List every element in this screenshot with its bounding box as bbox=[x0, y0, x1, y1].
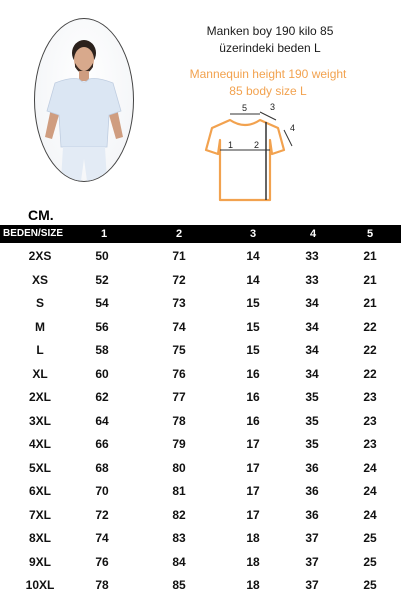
row-value-col-5: 24 bbox=[363, 460, 377, 475]
row-value-col-1: 76 bbox=[95, 554, 109, 569]
row-value-col-4: 37 bbox=[305, 578, 319, 592]
row-value-col-3: 18 bbox=[246, 554, 260, 569]
row-value-col-3: 17 bbox=[246, 484, 260, 498]
row-value-col-3: 16 bbox=[246, 366, 260, 381]
row-value-col-2: 81 bbox=[172, 484, 186, 498]
row-value-col-2: 74 bbox=[172, 319, 186, 334]
row-value-col-1: 64 bbox=[95, 413, 109, 428]
row-size-label: 3XL bbox=[28, 413, 52, 428]
row-value-col-3: 17 bbox=[246, 437, 260, 451]
table-row bbox=[0, 434, 401, 454]
row-value-col-3: 14 bbox=[246, 249, 260, 263]
row-value-col-4: 36 bbox=[305, 460, 319, 475]
table-row bbox=[0, 575, 401, 595]
caption-en-line-1: Mannequin height 190 weight bbox=[189, 67, 347, 81]
header-col-4: 4 bbox=[309, 228, 317, 240]
row-value-col-1: 70 bbox=[95, 484, 109, 498]
unit-label: CM. bbox=[28, 207, 54, 223]
row-value-col-1: 58 bbox=[95, 343, 109, 357]
row-size-label: 5XL bbox=[28, 460, 52, 475]
row-value-col-3: 17 bbox=[246, 507, 260, 522]
row-value-col-4: 34 bbox=[305, 296, 319, 310]
row-value-col-2: 79 bbox=[172, 437, 186, 451]
row-value-col-3: 14 bbox=[246, 272, 260, 287]
row-value-col-1: 52 bbox=[95, 272, 109, 287]
row-value-col-5: 21 bbox=[363, 272, 377, 287]
table-row bbox=[0, 505, 401, 525]
row-value-col-4: 34 bbox=[305, 319, 319, 334]
row-value-col-5: 21 bbox=[363, 249, 377, 263]
table-row bbox=[0, 246, 401, 266]
caption-tr-line-1: Manken boy 190 kilo 85 bbox=[206, 24, 334, 38]
row-size-label: 2XL bbox=[28, 390, 52, 404]
row-value-col-1: 78 bbox=[95, 578, 109, 592]
row-size-label: 10XL bbox=[25, 578, 55, 592]
row-value-col-5: 21 bbox=[363, 296, 377, 310]
mannequin-caption-tr bbox=[176, 23, 364, 57]
diagram-label-5: 5 bbox=[242, 103, 248, 113]
header-col-2: 2 bbox=[175, 228, 183, 240]
row-value-col-5: 25 bbox=[363, 554, 377, 569]
table-row bbox=[0, 458, 401, 478]
row-value-col-5: 24 bbox=[363, 507, 377, 522]
row-value-col-1: 60 bbox=[95, 366, 109, 381]
model-photo bbox=[34, 18, 134, 182]
row-size-label: XL bbox=[32, 366, 48, 381]
table-row bbox=[0, 528, 401, 548]
row-value-col-2: 80 bbox=[172, 460, 186, 475]
table-row bbox=[0, 317, 401, 337]
row-value-col-4: 37 bbox=[305, 554, 319, 569]
caption-tr-line-2: üzerindeki beden L bbox=[219, 41, 321, 55]
table-row bbox=[0, 364, 401, 384]
table-row bbox=[0, 293, 401, 313]
diagram-label-1: 1 bbox=[228, 140, 234, 150]
row-value-col-3: 18 bbox=[246, 578, 260, 592]
model-illustration bbox=[35, 19, 133, 181]
row-value-col-5: 23 bbox=[363, 413, 377, 428]
row-value-col-2: 84 bbox=[172, 554, 186, 569]
caption-en-line-2: 85 body size L bbox=[229, 84, 307, 98]
header-col-5: 5 bbox=[366, 228, 374, 240]
diagram-label-3: 3 bbox=[270, 102, 276, 112]
row-size-label: L bbox=[36, 343, 44, 357]
table-row bbox=[0, 340, 401, 360]
row-value-col-5: 22 bbox=[363, 343, 377, 357]
row-size-label: M bbox=[35, 319, 45, 334]
row-value-col-4: 36 bbox=[305, 484, 319, 498]
row-value-col-3: 15 bbox=[246, 343, 260, 357]
row-value-col-4: 35 bbox=[305, 437, 319, 451]
row-value-col-5: 23 bbox=[363, 390, 377, 404]
diagram-label-2: 2 bbox=[254, 140, 260, 150]
table-row bbox=[0, 481, 401, 501]
row-value-col-2: 77 bbox=[172, 390, 186, 404]
row-value-col-2: 82 bbox=[172, 507, 186, 522]
row-size-label: 9XL bbox=[28, 554, 52, 569]
row-value-col-2: 78 bbox=[172, 413, 186, 428]
row-value-col-4: 35 bbox=[305, 390, 319, 404]
row-value-col-2: 72 bbox=[172, 272, 186, 287]
row-value-col-4: 34 bbox=[305, 366, 319, 381]
tshirt-diagram-svg bbox=[200, 100, 304, 210]
row-size-label: 4XL bbox=[28, 437, 52, 451]
row-value-col-3: 16 bbox=[246, 390, 260, 404]
table-row bbox=[0, 411, 401, 431]
row-value-col-4: 34 bbox=[305, 343, 319, 357]
row-size-label: XS bbox=[31, 272, 49, 287]
row-value-col-2: 73 bbox=[172, 296, 186, 310]
table-row bbox=[0, 270, 401, 290]
row-value-col-3: 15 bbox=[246, 296, 260, 310]
row-value-col-5: 22 bbox=[363, 319, 377, 334]
header-col-3: 3 bbox=[249, 228, 257, 240]
header-size: BEDEN/SIZE bbox=[3, 228, 64, 239]
row-value-col-4: 36 bbox=[305, 507, 319, 522]
row-value-col-3: 17 bbox=[246, 460, 260, 475]
tshirt-measurement-diagram bbox=[200, 100, 304, 210]
row-size-label: 2XS bbox=[28, 249, 52, 263]
row-value-col-4: 35 bbox=[305, 413, 319, 428]
row-value-col-4: 37 bbox=[305, 531, 319, 545]
row-value-col-2: 71 bbox=[172, 249, 186, 263]
row-value-col-2: 75 bbox=[172, 343, 186, 357]
row-value-col-3: 16 bbox=[246, 413, 260, 428]
row-value-col-4: 33 bbox=[305, 249, 319, 263]
mannequin-caption-en bbox=[166, 66, 370, 100]
row-value-col-3: 18 bbox=[246, 531, 260, 545]
row-size-label: S bbox=[35, 296, 45, 310]
tshirt-outline bbox=[206, 120, 284, 200]
row-value-col-5: 23 bbox=[363, 437, 377, 451]
row-size-label: 6XL bbox=[28, 484, 52, 498]
row-value-col-5: 22 bbox=[363, 366, 377, 381]
table-row bbox=[0, 552, 401, 572]
row-value-col-1: 56 bbox=[95, 319, 109, 334]
row-value-col-5: 24 bbox=[363, 484, 377, 498]
row-value-col-5: 25 bbox=[363, 531, 377, 545]
row-value-col-2: 83 bbox=[172, 531, 186, 545]
row-value-col-1: 54 bbox=[95, 296, 109, 310]
row-value-col-1: 62 bbox=[95, 390, 109, 404]
row-value-col-1: 72 bbox=[95, 507, 109, 522]
table-row bbox=[0, 387, 401, 407]
row-value-col-1: 50 bbox=[95, 249, 109, 263]
row-size-label: 7XL bbox=[28, 507, 52, 522]
row-value-col-2: 76 bbox=[172, 366, 186, 381]
row-value-col-4: 33 bbox=[305, 272, 319, 287]
row-value-col-5: 25 bbox=[363, 578, 377, 592]
diagram-label-4: 4 bbox=[290, 123, 296, 133]
row-value-col-2: 85 bbox=[172, 578, 186, 592]
row-value-col-3: 15 bbox=[246, 319, 260, 334]
row-value-col-1: 66 bbox=[95, 437, 109, 451]
row-value-col-1: 68 bbox=[95, 460, 109, 475]
row-value-col-1: 74 bbox=[95, 531, 109, 545]
row-size-label: 8XL bbox=[28, 531, 52, 545]
header-col-1: 1 bbox=[100, 228, 108, 240]
